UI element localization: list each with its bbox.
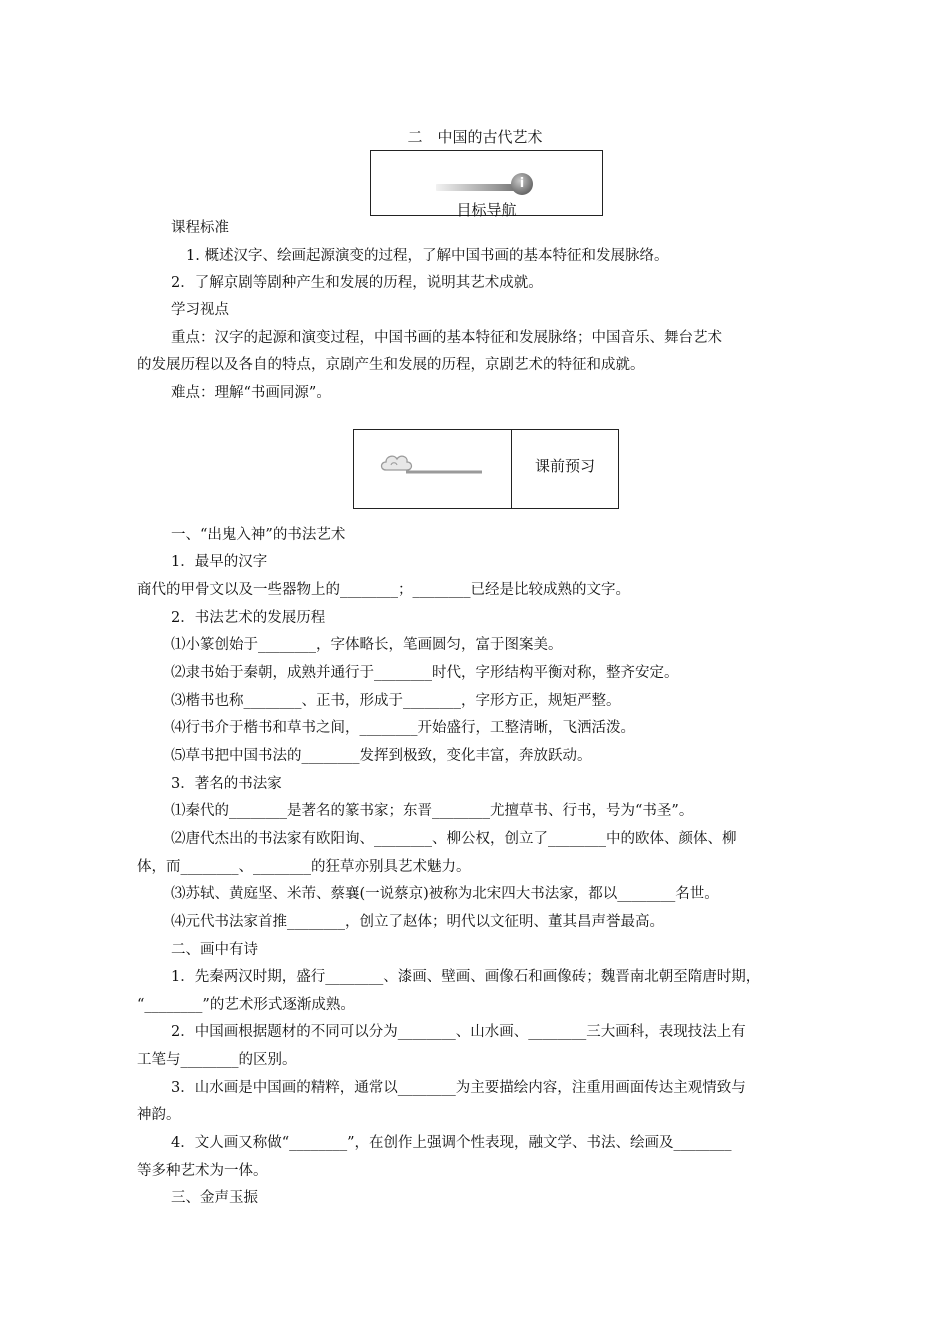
nav-bar-graphic [436,184,521,191]
text-line: ⑶楷书也称________、正书，形成于________，字形方正，规矩严整。 [171,693,621,709]
text-line: ⑷行书介于楷书和草书之间，________开始盛行，工整清晰，飞洒活泼。 [171,720,635,736]
text-line: 难点：理解“书画同源”。 [171,385,331,401]
text-line: ⑵隶书始于秦朝，成熟并通行于________时代，字形结构平衡对称，整齐安定。 [171,665,679,681]
text-line: 重点：汉字的起源和演变过程，中国书画的基本特征和发展脉络；中国音乐、舞台艺术 [171,330,722,346]
text-line: “________”的艺术形式逐渐成熟。 [137,997,355,1013]
info-icon: i [511,173,533,195]
section-heading: 三、金声玉振 [171,1190,258,1206]
section-heading: 二、画中有诗 [171,942,258,958]
preview-label: 课前预习 [534,457,595,475]
text-line: 4．文人画又称做“________”，在创作上强调个性表现，融文学、书法、绘画及________ [171,1135,732,1151]
text-line: 等多种艺术为一体。 [137,1163,268,1179]
text-line: 1. 概述汉字、绘画起源演变的过程，了解中国书画的基本特征和发展脉络。 [186,248,669,264]
text-line: 1．先秦两汉时期，盛行________、漆画、壁画、画像石和画像砖；魏晋南北朝至隋唐时期， [171,969,761,985]
text-line: ⑷元代书法家首推________，创立了赵体；明代以文征明、董其昌声誉最高。 [171,914,664,930]
cloud-icon [378,448,488,484]
text-line: 2．了解京剧等剧种产生和发展的历程，说明其艺术成就。 [171,275,543,291]
section-heading-study-points: 学习视点 [171,302,229,318]
section-heading-course-standards: 课程标准 [171,220,229,236]
text-line: ⑴秦代的________是著名的篆书家；东晋________尤擅草书、行书，号为“书圣”。 [171,803,694,819]
text-line: 1．最早的汉字 [171,554,268,570]
page-title: 二 中国的古代艺术 [407,128,543,146]
text-line: 2．书法艺术的发展历程 [171,610,326,626]
nav-label: 目标导航 [456,201,517,219]
text-line: 工笔与________的区别。 [137,1052,297,1068]
text-line: 神韵。 [137,1107,181,1123]
target-navigation-box [370,150,603,219]
text-line: ⑶苏轼、黄庭坚、米芾、蔡襄(一说蔡京)被称为北宋四大书法家，都以________名世。 [171,886,719,902]
text-line: 体，而________、________的狂草亦别具艺术魅力。 [137,859,471,875]
text-line: ⑴小篆创始于________，字体略长，笔画圆匀，富于图案美。 [171,637,563,653]
section-heading: 一、“出鬼入神”的书法艺术 [171,527,346,543]
preview-box [353,429,619,509]
text-line: 3．山水画是中国画的精粹，通常以________为主要描绘内容，注重用画面传达主观情致与 [171,1080,746,1096]
text-line: ⑸草书把中国书法的________发挥到极致，变化丰富，奔放跃动。 [171,748,592,764]
text-line: 商代的甲骨文以及一些器物上的________；________已经是比较成熟的文字。 [137,582,630,598]
text-line: 2．中国画根据题材的不同可以分为________、山水画、________三大画科，表现技法上有 [171,1024,746,1040]
text-line: 的发展历程以及各自的特点，京剧产生和发展的历程，京剧艺术的特征和成就。 [137,357,645,373]
text-line: 3．著名的书法家 [171,776,282,792]
text-line: ⑵唐代杰出的书法家有欧阳询、________、柳公权，创立了________中的欧体、颜体、柳 [171,831,737,847]
